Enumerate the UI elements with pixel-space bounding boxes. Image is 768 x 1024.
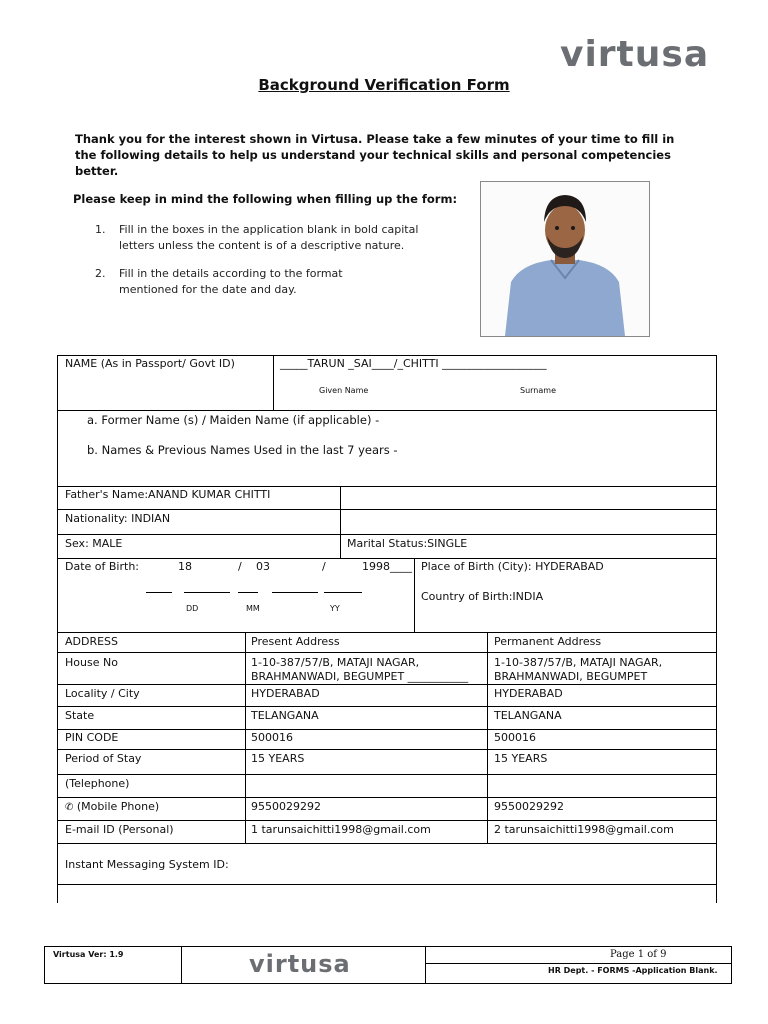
dob-separator: / — [322, 560, 326, 573]
permanent-pin: 500016 — [494, 731, 536, 744]
keep-in-mind-heading: Please keep in mind the following when filling up the form: — [73, 192, 458, 206]
instruction-line: letters unless the content is of a descriptive nature. — [119, 239, 405, 252]
mobile-label-text: (Mobile Phone) — [76, 800, 160, 813]
im-label: Instant Messaging System ID: — [65, 858, 229, 871]
pin-code-label: PIN CODE — [65, 731, 119, 744]
instruction-line: Fill in the details according to the format — [119, 267, 343, 280]
previous-names-label: b. Names & Previous Names Used in the last 7 years - — [87, 443, 398, 457]
yy-label: YY — [330, 604, 340, 613]
marital-status: Marital Status:SINGLE — [347, 537, 468, 550]
permanent-house-line2: BRAHMANWADI, BEGUMPET — [494, 670, 648, 683]
name-label: NAME (As in Passport/ Govt ID) — [65, 357, 235, 370]
telephone-label: (Telephone) — [65, 777, 130, 790]
period-of-stay-label: Period of Stay — [65, 752, 142, 765]
email-label: E-mail ID (Personal) — [65, 823, 174, 836]
place-of-birth: Place of Birth (City): HYDERABAD — [421, 560, 604, 573]
surname-label: Surname — [520, 386, 556, 395]
dob-day: 18 — [178, 560, 192, 573]
present-pin: 500016 — [251, 731, 293, 744]
permanent-locality: HYDERABAD — [494, 687, 563, 700]
dob-year: 1998____ — [362, 560, 412, 573]
instruction-line: Fill in the boxes in the application blank in bold capital — [119, 223, 419, 236]
country-of-birth: Country of Birth:INDIA — [421, 590, 544, 603]
present-email: 1 tarunsaichitti1998@gmail.com — [251, 823, 431, 836]
present-state: TELANGANA — [251, 709, 319, 722]
form-title: Background Verification Form — [258, 76, 510, 94]
instruction-line: mentioned for the date and day. — [119, 283, 297, 296]
present-period: 15 YEARS — [251, 752, 305, 765]
sex: Sex: MALE — [65, 537, 123, 550]
father-name: Father's Name:ANAND KUMAR CHITTI — [65, 488, 271, 501]
state-label: State — [65, 709, 95, 722]
permanent-period: 15 YEARS — [494, 752, 548, 765]
permanent-house-line1: 1-10-387/57/B, MATAJI NAGAR, — [494, 656, 663, 669]
nationality: Nationality: INDIAN — [65, 512, 171, 525]
permanent-address-header: Permanent Address — [494, 635, 602, 648]
present-house-line2: BRAHMANWADI, BEGUMPET ___________ — [251, 670, 469, 683]
address-header: ADDRESS — [65, 635, 119, 648]
virtusa-logo: virtusa — [560, 34, 710, 75]
permanent-email: 2 tarunsaichitti1998@gmail.com — [494, 823, 674, 836]
dob-separator: / — [238, 560, 242, 573]
instruction-number: 1. — [95, 223, 106, 236]
mobile-label — [65, 800, 159, 813]
mm-label: MM — [246, 604, 260, 613]
phone-icon: ✆ — [65, 802, 74, 813]
footer-dept: HR Dept. - FORMS -Application Blank. — [548, 966, 718, 975]
present-mobile: 9550029292 — [251, 800, 321, 813]
former-name-label: a. Former Name (s) / Maiden Name (if applicable) - — [87, 413, 380, 427]
present-house-line1: 1-10-387/57/B, MATAJI NAGAR, — [251, 656, 420, 669]
instruction-number: 2. — [95, 267, 106, 280]
given-name-label: Given Name — [319, 386, 369, 395]
footer-logo: virtusa — [249, 950, 351, 978]
permanent-state: TELANGANA — [494, 709, 562, 722]
present-locality: HYDERABAD — [251, 687, 320, 700]
dob-month: 03 — [256, 560, 270, 573]
footer-page-number: Page 1 of 9 — [610, 949, 667, 960]
intro-text: Thank you for the interest shown in Virtusa. Please take a few minutes of your time to fill in the following details to help us understand your technical skills and personal competencies better. — [75, 132, 675, 178]
locality-label: Locality / City — [65, 687, 140, 700]
house-no-label: House No — [65, 656, 118, 669]
footer — [44, 946, 732, 984]
name-value: _____TARUN _SAI____/_CHITTI ___________________ — [280, 357, 547, 370]
dob-label: Date of Birth: — [65, 560, 140, 573]
permanent-mobile: 9550029292 — [494, 800, 564, 813]
present-address-header: Present Address — [251, 635, 340, 648]
footer-version: Virtusa Ver: 1.9 — [53, 950, 124, 959]
dd-label: DD — [186, 604, 199, 613]
